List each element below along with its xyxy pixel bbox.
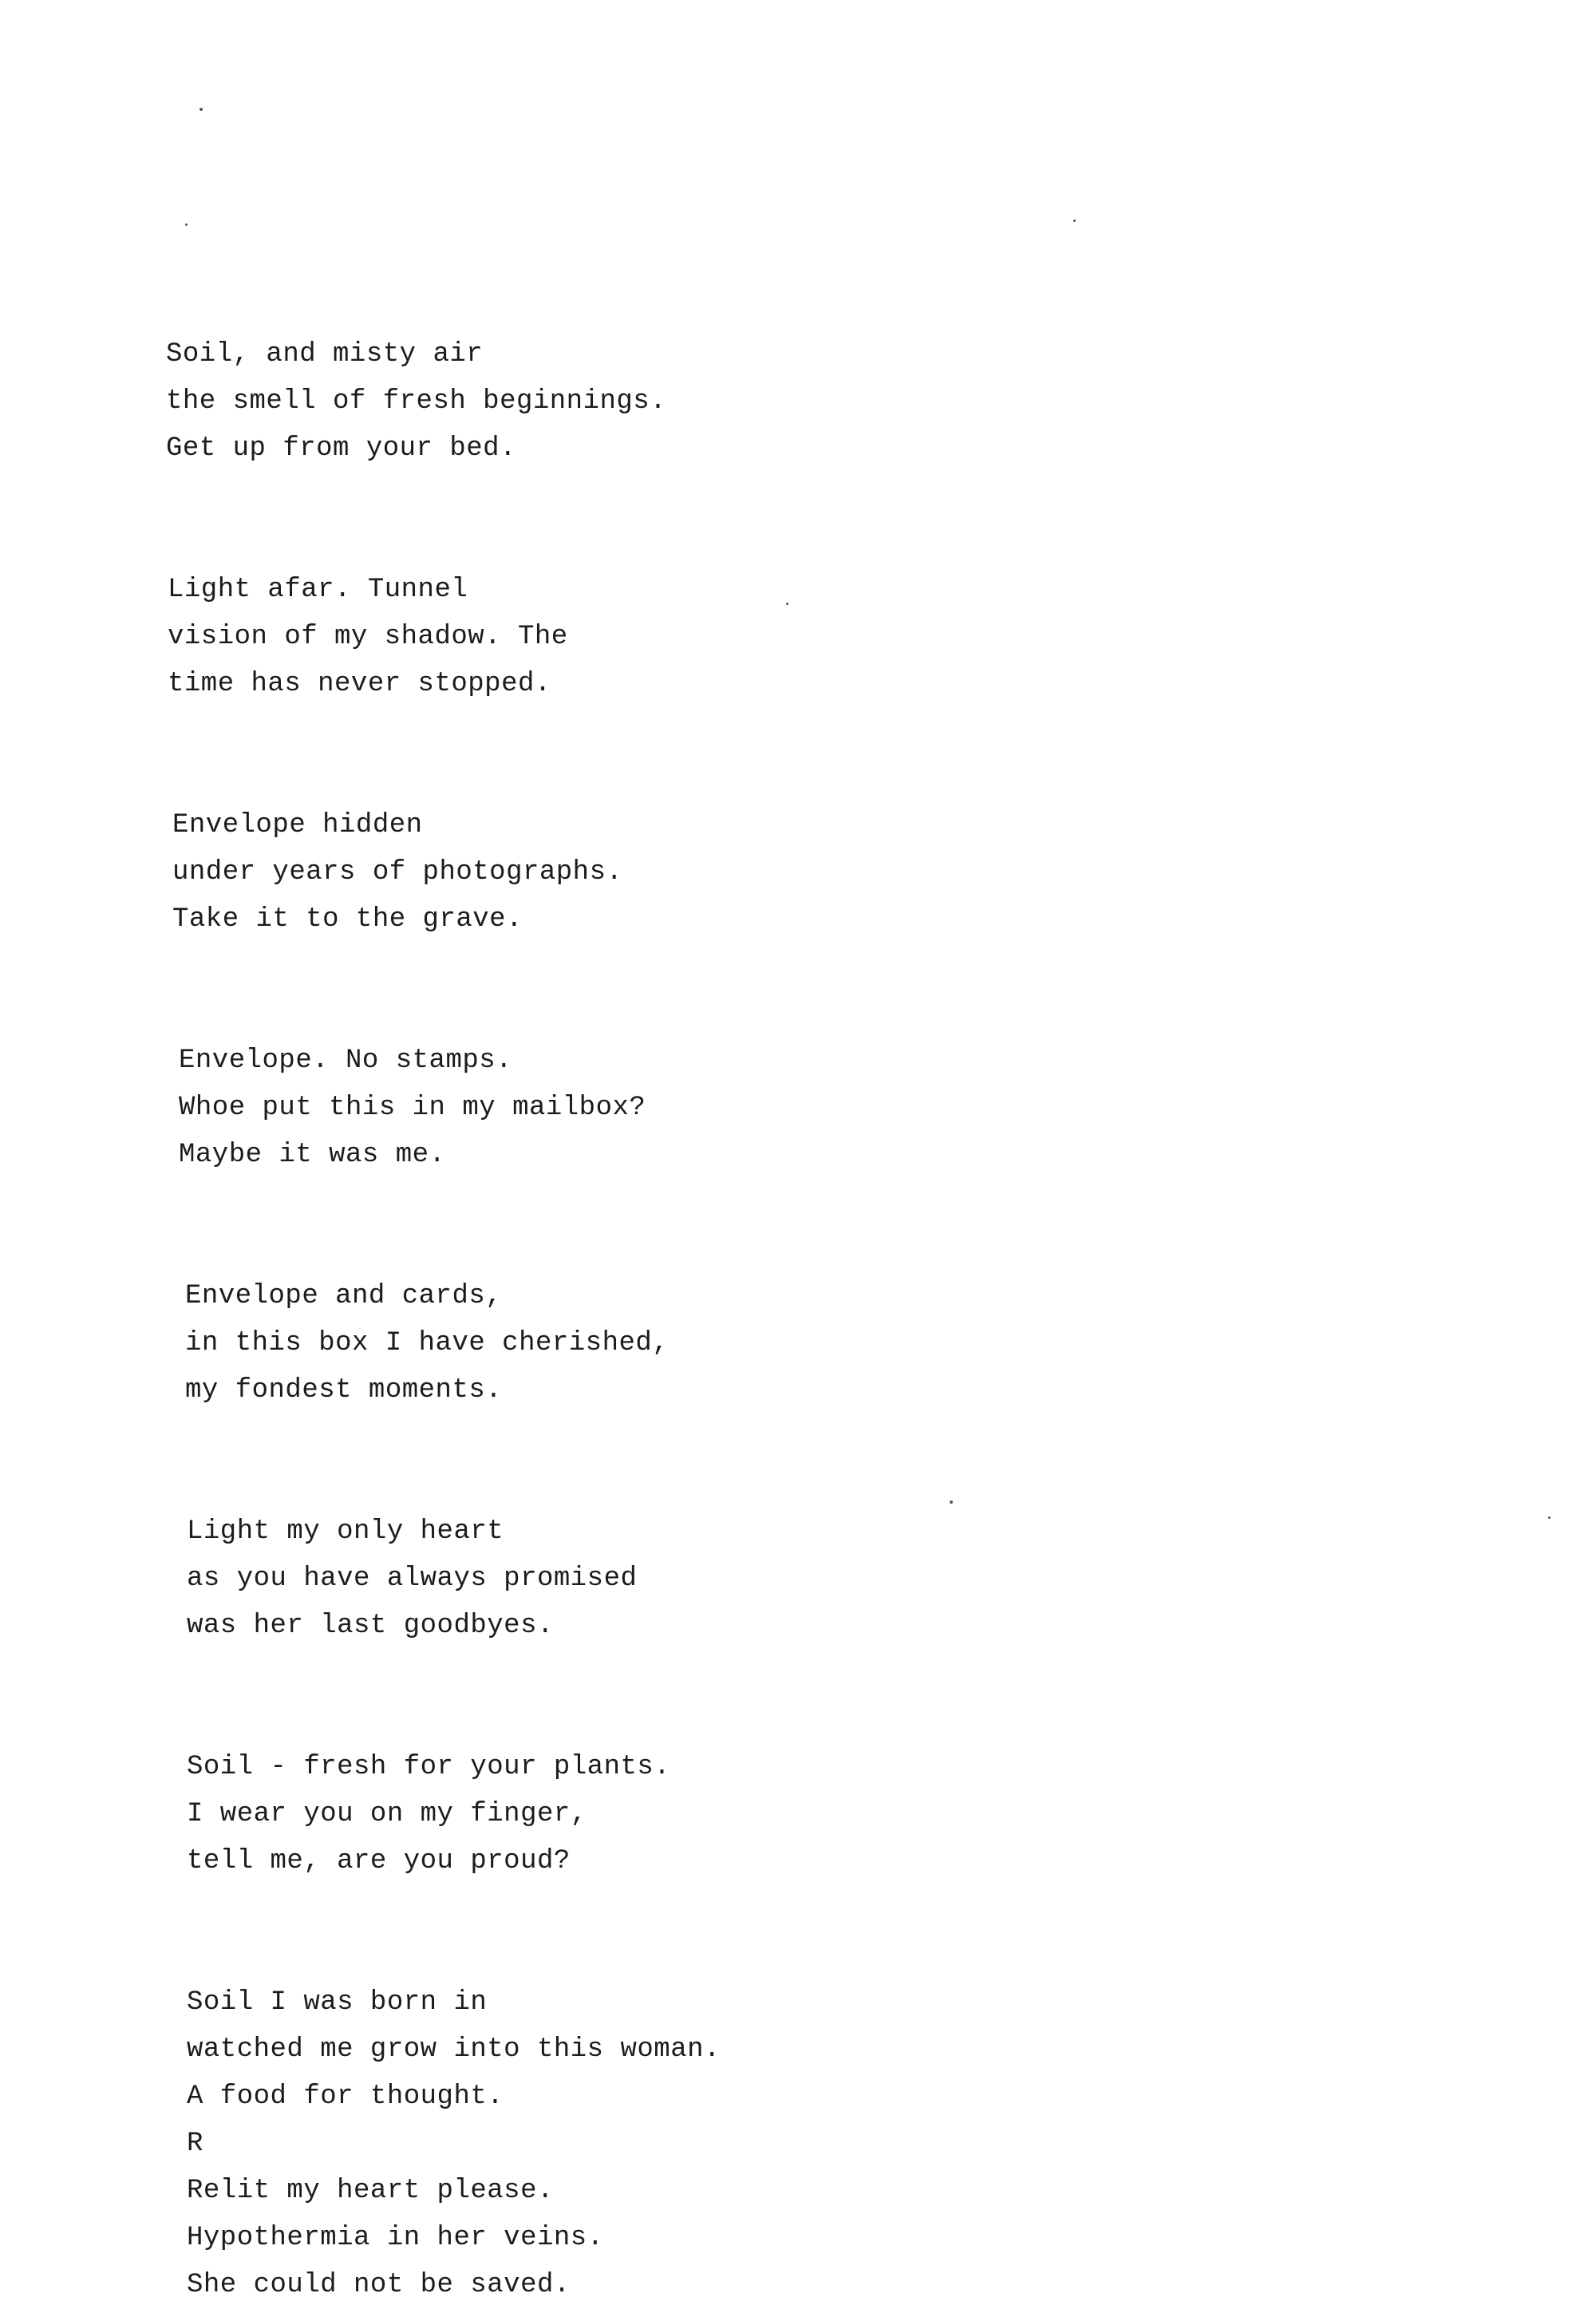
- poem-line: Soil - fresh for your plants.: [187, 1752, 671, 1782]
- poem-line: She could not be saved.: [187, 2270, 571, 2300]
- poem-line: Envelope hidden: [172, 810, 423, 840]
- poem-line: R: [187, 2129, 203, 2159]
- poem-line: Light afar. Tunnel: [168, 575, 468, 605]
- poem-line: Light my only heart: [187, 1516, 504, 1547]
- poem-line: watched me grow into this woman.: [187, 2034, 721, 2065]
- stanza-4: [179, 1038, 1363, 1179]
- stanza-8: [187, 1979, 1363, 2309]
- poem-line: was her last goodbyes.: [187, 1611, 554, 1641]
- poem-line: Hypothermia in her veins.: [187, 2223, 604, 2253]
- stanza-6: [187, 1508, 1363, 1650]
- poem-line: Envelope. No stamps.: [179, 1046, 513, 1076]
- paper-speck: [185, 223, 188, 226]
- paper-speck: [200, 108, 203, 111]
- poem-line: Envelope and cards,: [185, 1281, 503, 1311]
- poem-line: time has never stopped.: [168, 669, 551, 699]
- poem: [166, 331, 1363, 2309]
- stanza-1: [166, 331, 1363, 472]
- poem-line: Maybe it was me.: [179, 1140, 446, 1170]
- poem-line: Soil, and misty air: [166, 339, 484, 370]
- poem-line: Soil I was born in: [187, 1987, 488, 2018]
- poem-line: Get up from your bed.: [166, 433, 516, 464]
- poem-line: Whoe put this in my mailbox?: [179, 1093, 646, 1123]
- poem-line: under years of photographs.: [172, 857, 623, 888]
- paper-speck: [1073, 219, 1076, 222]
- stanza-3: [172, 802, 1363, 943]
- stanza-2: [168, 567, 1363, 708]
- paper-speck: [1548, 1516, 1551, 1519]
- stanza-7: [187, 1744, 1363, 1885]
- poem-line: as you have always promised: [187, 1564, 638, 1594]
- poem-line: Take it to the grave.: [172, 904, 523, 935]
- poem-line: I wear you on my finger,: [187, 1799, 587, 1829]
- poem-line: my fondest moments.: [185, 1375, 503, 1406]
- poem-line: the smell of fresh beginnings.: [166, 386, 667, 417]
- poem-line: vision of my shadow. The: [168, 622, 568, 652]
- stanza-5: [185, 1273, 1363, 1414]
- poem-line: Relit my heart please.: [187, 2176, 554, 2206]
- poem-line: in this box I have cherished,: [185, 1328, 670, 1358]
- poem-line: A food for thought.: [187, 2082, 504, 2112]
- poem-line: tell me, are you proud?: [187, 1846, 571, 1876]
